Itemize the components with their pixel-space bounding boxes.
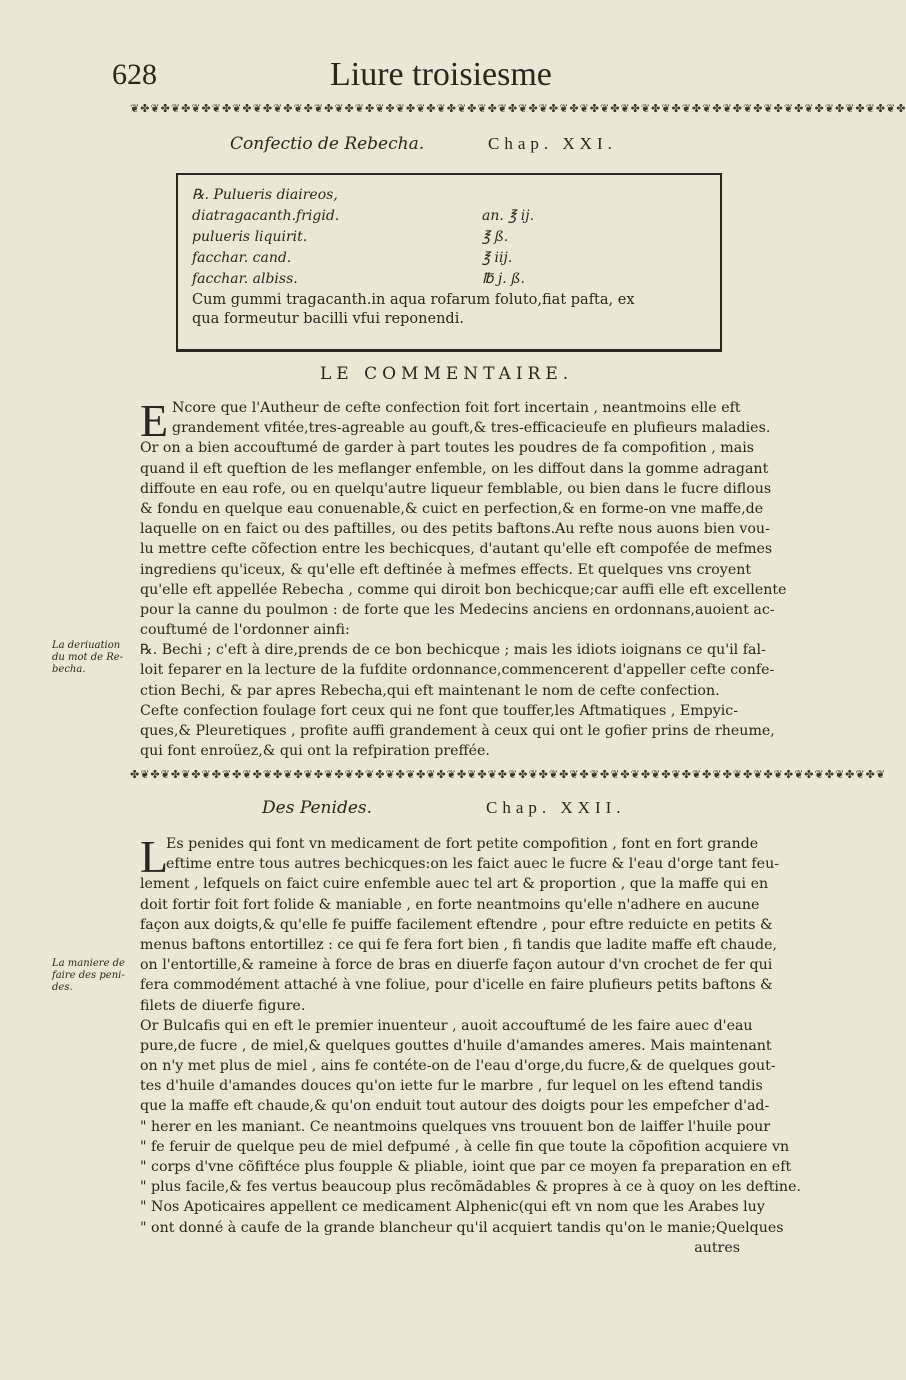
text-line: " plus facile,& fes vertus beaucoup plus recõmãdables & propres à ce à quoy on les deftine. <box>140 1179 801 1196</box>
text-line: ingrediens qu'iceux, & qu'elle eft deftinée à mefmes effects. Et quelques vns croyent <box>140 561 752 578</box>
text-line: " Nos Apoticaires appellent ce medicament Alphenic(qui eft vn nom que les Arabes luy <box>140 1199 765 1216</box>
text-line: Or Bulcafis qui en eft le premier inuenteur , auoit accouftumé de les faire auec d'eau <box>140 1017 753 1034</box>
text-line: " herer en les maniant. Ce neantmoins quelques vns trouuent bon de laiffer l'huile pour <box>140 1118 771 1135</box>
ingredient-name: ℞. Pulueris diaireos, <box>192 187 338 203</box>
catchword: autres <box>694 1239 740 1256</box>
text-line: pure,de fucre , de miel,& quelques gouttes d'huile d'amandes ameres. Mais maintenant <box>140 1037 772 1054</box>
text-line: diffoute en eau rofe, ou en quelqu'autre liqueur femblable, ou bien dans le fucre diflous <box>140 480 772 497</box>
text-line: lu mettre cefte cõfection entre les bechicques, d'autant qu'elle eft compofée de mefmes <box>140 541 773 558</box>
text-line: lement , lefquels on faict cuire enfemble auec tel art & proportion , que la maffe qui en <box>140 876 769 893</box>
running-title: Liure troisiesme <box>330 56 552 93</box>
recipe-box-rule <box>178 173 720 175</box>
text-line: " fe feruir de quelque peu de miel defpumé , à celle fin que toute la cõpofition acquiere vn <box>140 1138 790 1155</box>
ingredient-amount: ℔ j. ß. <box>482 271 525 287</box>
text-line: tes d'huile d'amandes douces qu'on iette fur le marbre , fur lequel on les eftend tandis <box>140 1078 763 1095</box>
dropcap-letter: E <box>140 395 169 446</box>
chapter-title: Des Penides. <box>262 798 373 818</box>
text-line: ℞. Bechi ; c'eft à dire,prends de ce bon bechicque ; mais les idiots ioignans ce qu'il fal- <box>140 642 766 659</box>
text-line: Or on a bien accouftumé de garder à part toutes les poudres de fa compofition , mais <box>140 440 755 457</box>
margin-note: La deriuation du mot de Re-becha. <box>52 640 124 675</box>
margin-note: La maniere de faire des peni-des. <box>52 958 125 993</box>
page-number: 628 <box>112 58 157 91</box>
text-line: & fondu en quelque eau conuenable,& cuict en perfection,& en forme-on vne maffe,de <box>140 500 764 517</box>
chapter-label: Chap. XXII. <box>486 798 626 817</box>
text-line: grandement vfitée,tres-agreable au gouft,& tres-efficacieufe en plufieurs maladies. <box>172 420 771 437</box>
recipe-text-line: qua formeutur bacilli vfui reponendi. <box>192 311 464 327</box>
text-line: menus baftons entortillez : ce qui fe fera fort bien , fi tandis que ladite maffe eft chaude, <box>140 936 778 953</box>
chapter-title: Confectio de Rebecha. <box>230 134 425 154</box>
ingredient-name: facchar. cand. <box>192 250 292 266</box>
text-line: " ont donné à caufe de la grande blancheur qu'il acquiert tandis qu'on le manie;Quelques <box>140 1219 784 1236</box>
ingredient-amount: an. ℥ ij. <box>482 208 535 224</box>
ingredient-name: pulueris liquirit. <box>192 229 308 245</box>
commentary-paragraph <box>140 395 787 761</box>
text-line: ction Bechi, & par apres Rebecha,qui eft maintenant le nom de cefte confection. <box>140 682 720 699</box>
text-line: on n'y met plus de miel , ains fe contéte-on de l'eau d'orge,du fucre,& de quelques gout- <box>140 1058 776 1075</box>
text-line: loit feparer en la lecture de la fufdite ordonnance,commencerent d'appeller cefte confe- <box>140 662 775 679</box>
ingredient-amount: ℥ ß. <box>482 229 509 245</box>
text-line: qu'elle eft appellée Rebecha , comme qui diroit bon bechicque;car auffi elle eft excellente <box>140 581 787 598</box>
ornament-band: ✤❦✤❦✤❦✤❦✤❦✤❦✤❦✤❦✤❦✤❦✤❦✤❦✤❦✤❦✤❦✤❦✤❦✤❦✤❦✤❦✤❦✤❦✤❦✤❦✤❦✤❦✤❦✤❦✤❦✤❦✤❦✤❦✤❦✤❦✤❦✤❦✤❦ <box>130 768 887 781</box>
text-line: quand il eft queftion de les meflanger enfemble, on les diffout dans la gomme adragant <box>140 460 769 477</box>
ingredient-amount: ℥ iij. <box>482 250 513 266</box>
ornament-band: ❦✤❦✤❦✤❦✤❦✤❦✤❦✤❦✤❦✤❦✤❦✤❦✤❦✤❦✤❦✤❦✤❦✤❦✤❦✤❦✤❦✤❦✤❦✤❦✤❦✤❦✤❦✤❦✤❦✤❦✤❦✤❦✤❦✤❦✤❦✤❦✤❦✤❦✤ <box>130 102 906 115</box>
ingredient-name: facchar. albiss. <box>192 271 298 287</box>
text-line: doit fortir foit fort folide & maniable , en forte neantmoins qu'elle n'adhere en aucune <box>140 896 760 913</box>
chapter-heading-21 <box>0 134 800 158</box>
text-line: on l'entortille,& rameine à force de bras en diuerfe façon autour d'vn crochet de fer qui <box>140 957 773 974</box>
recipe-box <box>176 173 722 352</box>
text-line: façon aux doigts,& qu'elle fe puiffe facilement eftendre , pour eftre reduicte en petits & <box>140 916 773 933</box>
text-line: eftime entre tous autres bechicques:on les faict auec le fucre & l'eau d'orge tant feu- <box>166 856 780 873</box>
dropcap-letter: L <box>140 831 169 882</box>
text-line: fera commodément attaché à vne foliue, pour d'icelle en faire plufieurs petits baftons & <box>140 977 773 994</box>
text-line: couftumé de l'ordonner ainfi: <box>140 622 350 639</box>
text-line: Ncore que l'Autheur de cefte confection foit fort incertain , neantmoins elle eft <box>172 400 741 416</box>
text-line: Cefte confection foulage fort ceux qui ne font que touffer,les Aftmatiques , Empyic- <box>140 702 739 719</box>
recipe-text-line: Cum gummi tragacanth.in aqua rofarum foluto,fiat pafta, ex <box>192 292 635 308</box>
text-line: que la maffe eft chaude,& qu'on enduit tout autour des doigts pour les empefcher d'ad- <box>140 1098 770 1115</box>
text-line: qui font enroüez,& qui ont la refpiration preffée. <box>140 743 490 760</box>
text-line: " corps d'vne cõfiftéce plus foupple & pliable, ioint que par ce moyen fa preparation en eft <box>140 1159 792 1175</box>
chapter-heading-22 <box>0 798 800 822</box>
text-line: ques,& Pleuretiques , profite auffi grandement à ceux qui ont le gofier prins de rheume, <box>140 723 775 739</box>
commentary-heading: LE COMMENTAIRE. <box>320 364 574 384</box>
text-line: laquelle on en faict ou des paftilles, ou des petits baftons.Au refte nous auons bien vou- <box>140 521 770 538</box>
ingredient-name: diatragacanth.frigid. <box>192 208 340 224</box>
text-line: Es penides qui font vn medicament de fort petite compofition , font en fort grande <box>166 836 759 852</box>
text-line: filets de diuerfe figure. <box>140 997 306 1014</box>
penides-paragraph <box>140 831 801 1258</box>
chapter-label: Chap. XXI. <box>488 134 617 153</box>
page-header <box>0 58 800 98</box>
text-line: pour la canne du poulmon : de forte que les Medecins anciens en ordonnans,auoient ac- <box>140 601 775 618</box>
